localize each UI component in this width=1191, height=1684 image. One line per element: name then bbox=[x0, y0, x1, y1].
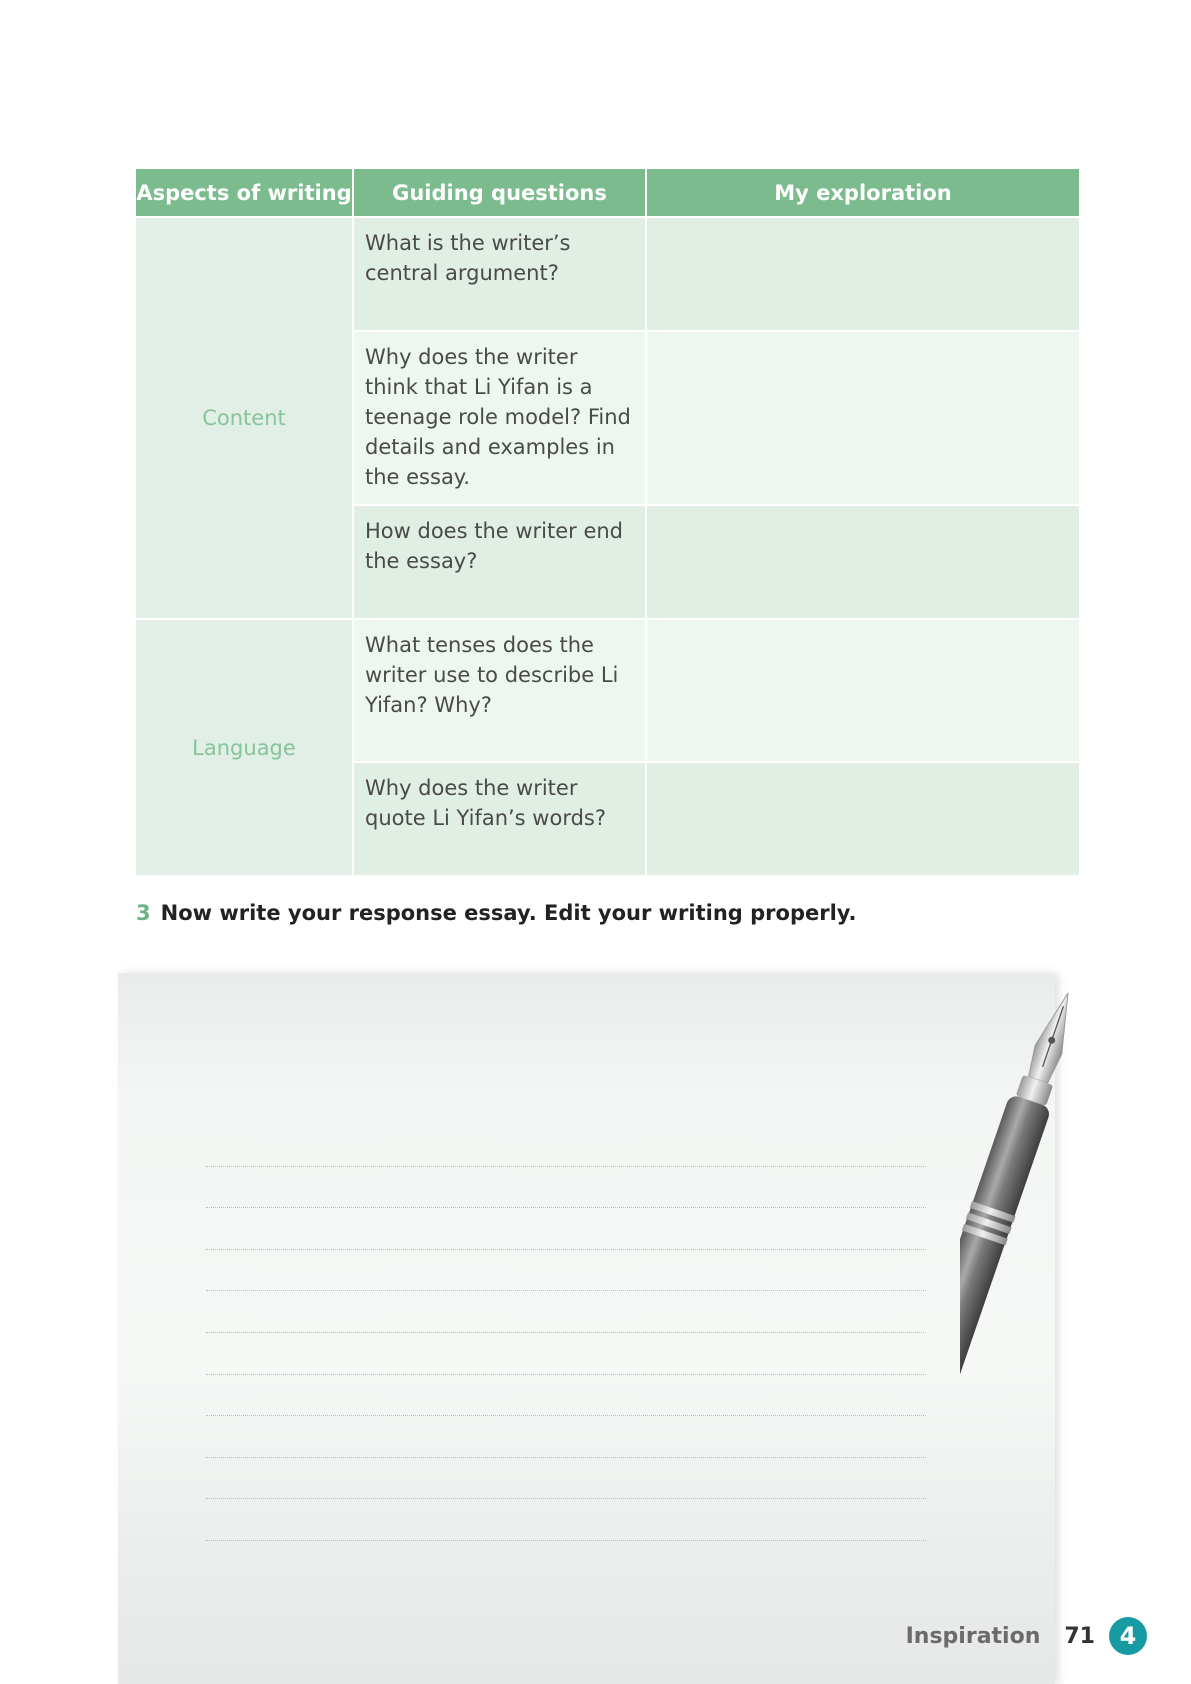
aspect-content: Content bbox=[136, 217, 353, 619]
aspect-language: Language bbox=[136, 619, 353, 876]
unit-badge: 4 bbox=[1109, 1617, 1147, 1655]
exploration-cell[interactable] bbox=[646, 619, 1079, 762]
header-aspects: Aspects of writing bbox=[136, 169, 353, 217]
question-cell: What is the writer’s central argument? bbox=[353, 217, 646, 331]
exploration-cell[interactable] bbox=[646, 217, 1079, 331]
question-cell: What tenses does the writer use to describe Li Yifan? Why? bbox=[353, 619, 646, 762]
writing-line[interactable] bbox=[206, 1167, 926, 1209]
writing-line[interactable] bbox=[206, 1208, 926, 1250]
question-cell: Why does the writer think that Li Yifan is a teenage role model? Find details and examples in the essay. bbox=[353, 331, 646, 505]
exploration-cell[interactable] bbox=[646, 331, 1079, 505]
task-text: Now write your response essay. Edit your writing properly. bbox=[160, 901, 857, 925]
table-row bbox=[136, 619, 1079, 762]
fountain-pen-icon bbox=[960, 985, 1140, 1515]
writing-line[interactable] bbox=[206, 1250, 926, 1292]
question-cell: Why does the writer quote Li Yifan’s words? bbox=[353, 762, 646, 876]
page-number: 71 bbox=[1064, 1623, 1095, 1649]
exploration-cell[interactable] bbox=[646, 505, 1079, 619]
exploration-table bbox=[136, 169, 1079, 877]
writing-line[interactable] bbox=[206, 1375, 926, 1417]
writing-line[interactable] bbox=[206, 1416, 926, 1458]
writing-line[interactable] bbox=[206, 1333, 926, 1375]
table-row bbox=[136, 217, 1079, 331]
writing-paper bbox=[118, 973, 1055, 1684]
writing-line[interactable] bbox=[206, 1458, 926, 1500]
writing-line[interactable] bbox=[206, 1499, 926, 1541]
writing-line[interactable] bbox=[206, 1125, 926, 1167]
writing-line[interactable] bbox=[206, 1291, 926, 1333]
header-my-exploration: My exploration bbox=[646, 169, 1079, 217]
question-cell: How does the writer end the essay? bbox=[353, 505, 646, 619]
exploration-cell[interactable] bbox=[646, 762, 1079, 876]
header-guiding-questions: Guiding questions bbox=[353, 169, 646, 217]
task-number: 3 bbox=[136, 901, 151, 925]
page-footer bbox=[906, 1617, 1147, 1655]
unit-title: Inspiration bbox=[905, 1623, 1041, 1649]
table-header-row bbox=[136, 169, 1079, 217]
writing-lines[interactable] bbox=[206, 1125, 926, 1541]
task-instruction bbox=[136, 901, 857, 925]
